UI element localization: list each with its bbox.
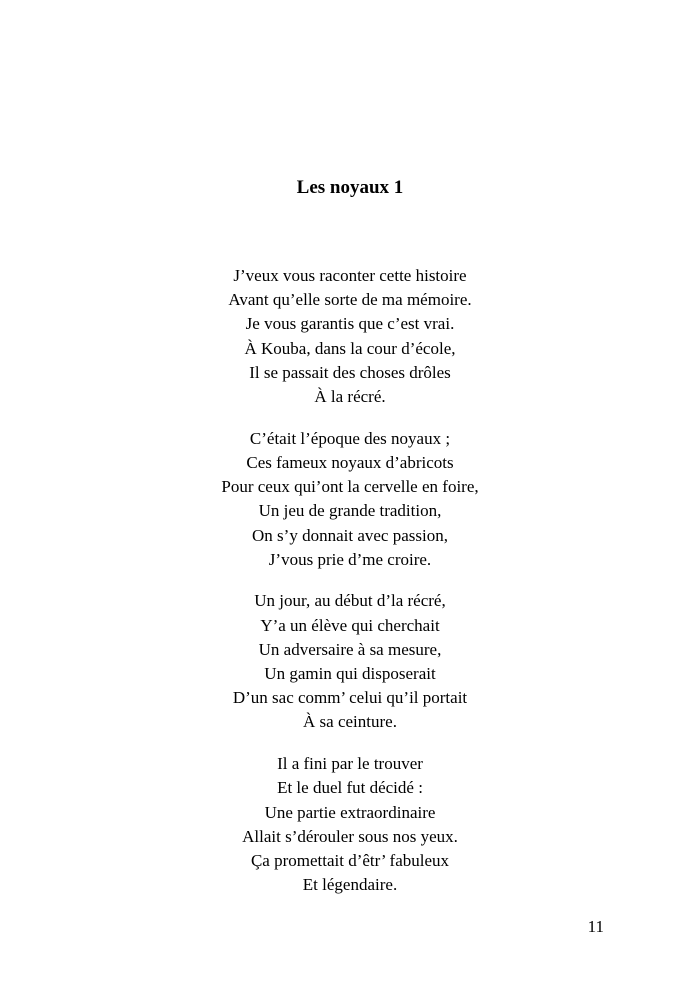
poem-line: Avant qu’elle sorte de ma mémoire. bbox=[228, 290, 472, 310]
poem-line: Un jour, au début d’la récré, bbox=[254, 591, 446, 611]
poem-line: D’un sac comm’ celui qu’il portait bbox=[232, 688, 468, 708]
poem-line: J’veux vous raconter cette histoire bbox=[233, 266, 467, 285]
poem-line: Un adversaire à sa mesure, bbox=[258, 639, 442, 659]
poem-line: Y’a un élève qui cherchait bbox=[260, 615, 440, 635]
poem-line: Une partie extraordinaire bbox=[264, 802, 436, 822]
poem-line: On s’y donnait avec passion, bbox=[252, 525, 448, 545]
poem-line: Et le duel fut décidé : bbox=[277, 778, 423, 798]
poem-body bbox=[0, 264, 700, 915]
poem-line: Allait s’dérouler sous nos yeux. bbox=[242, 826, 458, 846]
poem-line: Et légendaire. bbox=[302, 875, 398, 895]
poem-line: À Kouba, dans la cour d’école, bbox=[244, 338, 456, 358]
stanza bbox=[0, 589, 700, 734]
poem-title: Les noyaux 1 bbox=[296, 177, 404, 198]
poem-line: À la récré. bbox=[314, 387, 386, 407]
stanza bbox=[0, 427, 700, 572]
poem-line: Un gamin qui disposerait bbox=[264, 664, 436, 684]
stanza bbox=[0, 264, 700, 409]
poem-line: Ces fameux noyaux d’abricots bbox=[246, 452, 454, 472]
poem-line: J’vous prie d’me croire. bbox=[268, 549, 432, 569]
poem-line: Il a fini par le trouver bbox=[277, 754, 423, 774]
poem-line: Un jeu de grande tradition, bbox=[258, 501, 442, 521]
stanza bbox=[0, 752, 700, 897]
page-number: 11 bbox=[587, 917, 604, 936]
poem-line: Il se passait des choses drôles bbox=[249, 362, 451, 382]
poem-line: C’était l’époque des noyaux ; bbox=[249, 428, 451, 448]
poem-line: Pour ceux qui’ont la cervelle en foire, bbox=[221, 477, 479, 497]
poem-line: Je vous garantis que c’est vrai. bbox=[245, 314, 455, 334]
poem-line: À sa ceinture. bbox=[303, 712, 397, 732]
poem-line: Ça promettait d’êtr’ fabuleux bbox=[250, 850, 450, 870]
